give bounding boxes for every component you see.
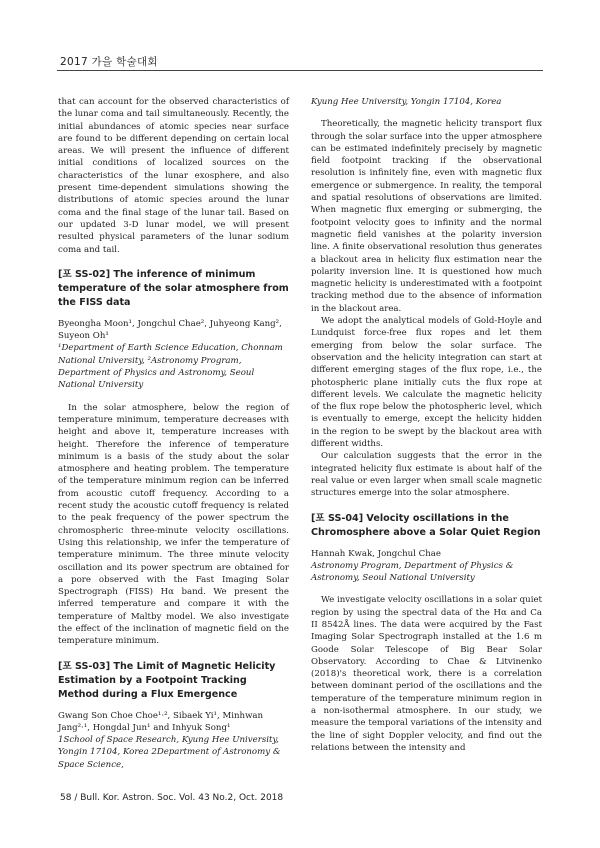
right-column [311,96,542,754]
ss02-abstract: In the solar atmosphere, below the region of temperature minimum, temperature decreases with height and above it, temperature increases with height. Therefore the inference of temperature minimum is a basis of the study about the solar atmosphere and heating problem. The temperature of the temperature minimum region can be inferred from acoustic cutoff frequency. According to a recent study the acoustic cutoff frequency is related to the peak frequency of the power spectrum the chromospheric three-minute velocity oscillations. Using this relationship, we infer the temperature of temperature minimum. The three minute velocity oscillation and its power spectrum are obtained for a pore observed with the Fast Imaging Solar Spectrograph (FISS) Hα band. We present the inferred temperature and compare it with the temperature of Maltby model. We also investigate the effect of the inclination of magnetic field on the temperature minimum. [58,402,289,647]
running-header: 2017 가을 학술대회 [60,56,158,68]
ss03-affiliation: 1School of Space Research, Kyung Hee University, Yongin 17104, Korea 2Department of Astronomy & Space Science, [58,735,281,770]
ss04-affiliation: Astronomy Program, Department of Physics & Astronomy, Seoul National University [311,560,514,584]
ss04-authors: Hannah Kwak, Jongchul Chae [311,548,441,559]
ss04-title: [포 SS-04] Velocity oscillations in the Chromosphere above a Solar Quiet Region [311,512,541,538]
ss02-affiliation: ¹Department of Earth Science Education, Chonnam National University, ²Astronomy Program, Department of Physics and Astronomy, Seoul National University [58,343,283,391]
page-footer: 58 / Bull. Kor. Astron. Soc. Vol. 43 No.2, Oct. 2018 [60,793,284,803]
header-rule [57,70,543,71]
ss02-authors: Byeongha Moon¹, Jongchul Chae², Juhyeong Kang², Suyeon Oh¹ [58,318,282,342]
ss02-title: [포 SS-02] The inference of minimum temperature of the solar atmosphere from the FISS data [58,268,289,308]
ss04-abstract: We investigate velocity oscillations in a solar quiet region by using the spectral data of the Hα and Ca II 8542Å lines. The data were acquired by the Fast Imaging Solar Spectrograph installed at the 1.6 m Goode Solar Telescope of Big Bear Solar Observatory. According to Chae & Litvinenko (2018)'s theoretical work, there is a correlation between dominant period of the oscillations and the temperature of the temperature minimum region in a non-isothermal atmosphere. In our study, we measure the temporal variations of the intensity and the line of sight Doppler velocity, and find out the relations between the intensity and [311,595,542,753]
ss03-authors: Gwang Son Choe Choe¹·², Sibaek Yi¹, Minhwan Jang²·¹, Hongdal Jun¹ and Inhyuk Song¹ [58,710,264,733]
ss03-abstract-p1: Theoretically, the magnetic helicity transport flux through the solar surface into the upper atmosphere can be estimated indefinitely precisely by magnetic field footpoint tracking if the observational resolution is infinitely fine, even with magnetic flux emergence or submergence. In reality, the temporal and spatial resolutions of observations are limited. When magnetic flux emerging or submerging, the footpoint velocity goes to infinity and the normal magnetic field vanishes at the polarity inversion line. A finite observational resolution thus generates a blackout area in helicity flux estimation near the polarity inversion line. It is questioned how much magnetic helicity is underestimated with a footpoint tracking method due to the absence of information in the blackout area. [311,119,542,314]
ss03-abstract-p3: Our calculation suggests that the error in the integrated helicity flux estimate is about half of the real value or even larger when small scale magnetic structures emerge into the solar atmosphere. [311,451,542,499]
intro-paragraph: that can account for the observed characteristics of the lunar coma and tail simultaneously. Recently, the initial abundances of atomic species near surface are found to be different depending on certain local areas. We will present the influence of different initial conditions of localized sources on the characteristics of the lunar exosphere, and also present time-dependent simulations showing the distributions of atomic species around the lunar coma and the final stage of the lunar tail. Based on our updated 3-D lunar model, we will present resulted physical parameters of the lunar sodium coma and tail. [58,97,289,255]
ss03-abstract-p2: We adopt the analytical models of Gold-Hoyle and Lundquist force-free flux ropes and let them emerging from below the solar surface. The observation and the helicity integration can start at different emerging stages of the flux rope, i.e., the photospheric plane initially cuts the flux rope at different levels. We calculate the magnetic helicity of the flux rope below the photospheric level, which is eventually to emerge, except the helicity hidden in the region to be swept by the blackout area with different widths. [311,316,542,450]
ss03-affiliation-continued: Kyung Hee University, Yongin 17104, Korea [311,97,502,107]
left-column [58,96,289,781]
ss03-title: [포 SS-03] The Limit of Magnetic Helicity Estimation by a Footpoint Tracking Method during a Flux Emergence [58,660,276,700]
